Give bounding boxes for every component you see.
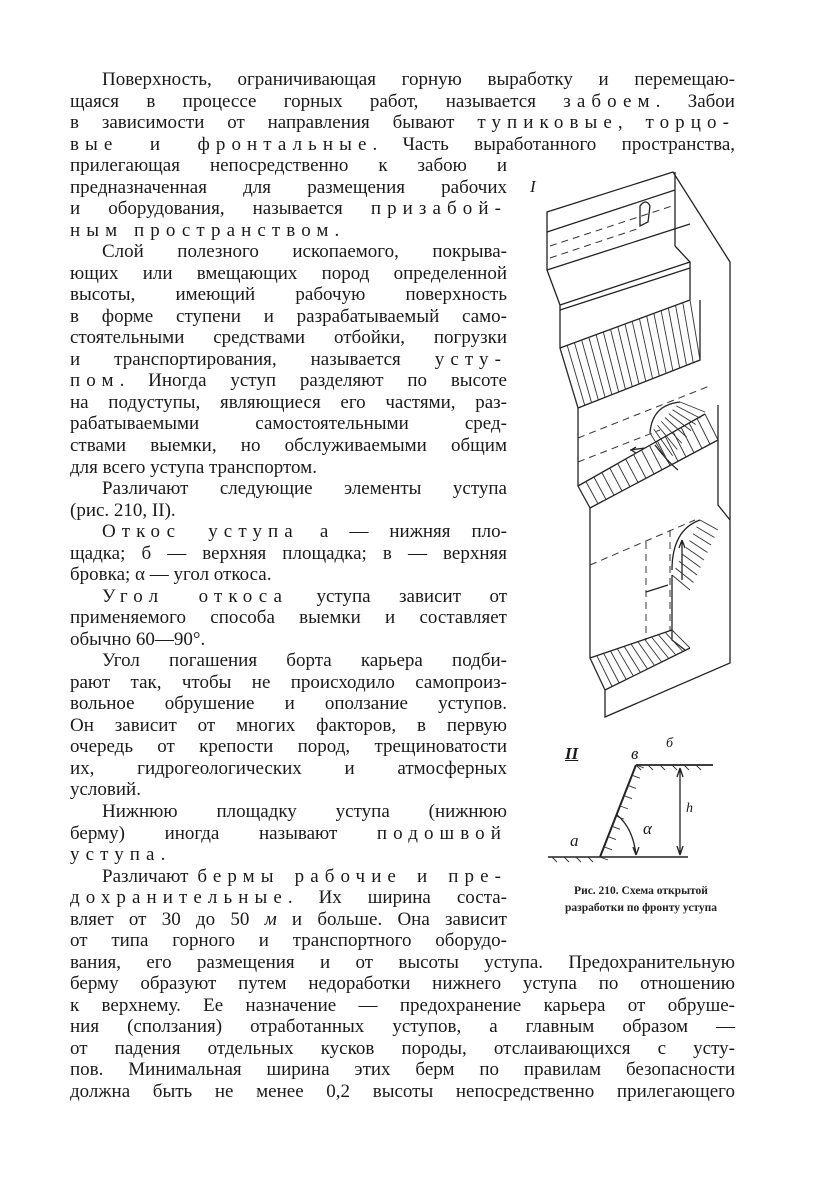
text-segment: рают так, чтобы не происходило самопроиз- (70, 671, 507, 693)
hatch-line (620, 806, 628, 809)
emphasized-term: бермы рабочие и пре- (197, 865, 508, 887)
text-segment: Различают (102, 865, 198, 887)
emphasized-term: усту- (434, 348, 507, 370)
text-segment: Угол погашения борта карьера подби- (102, 650, 507, 672)
hatch-line (616, 816, 624, 819)
emphasized-term: призабой- (370, 198, 507, 220)
text-segment: должна быть не менее 0,2 высоты непосредственно прилегающего (70, 1080, 735, 1102)
label-alpha: α (643, 819, 652, 838)
hatch-line (612, 826, 620, 829)
emphasized-term: дохранительные (70, 887, 288, 909)
text-segment: от типа горного и транспортного оборудо- (70, 930, 507, 952)
text-segment: а — нижняя пло- (298, 521, 507, 543)
text-segment: обычно 60—90°. (70, 628, 206, 650)
emphasized-term: Угол откоса (102, 585, 289, 607)
text-segment: вляет от 30 до 50 (70, 908, 265, 930)
height-arrow (677, 768, 683, 855)
text-segment: вания, его размещения и от высоты уступа. Предохранительную (70, 951, 735, 973)
emphasized-term: подошвой (376, 822, 507, 844)
hatch-line (624, 796, 632, 799)
figure-label-1: I (530, 177, 536, 196)
hatch-line (628, 785, 636, 788)
emphasized-term: забоем (563, 90, 656, 112)
text-segment: их, гидрогеологических и атмосферных (70, 757, 507, 779)
text-segment: для всего уступа транспортом. (70, 456, 317, 478)
text-segment: и транспортирования, называется (70, 348, 435, 370)
text-segment: предназначенная для размещения рабочих (70, 176, 507, 198)
text-segment: и больше. Она зависит (276, 908, 507, 930)
text-segment: очередь от крепости пород, трещиноватости (70, 736, 507, 758)
text-segment: . (160, 844, 166, 866)
text-segment: м (264, 908, 277, 930)
caption-line-1: Рис. 210. Схема открытой (574, 885, 708, 897)
text-segment: высоты, имеющий рабочую поверхность (70, 284, 507, 306)
text-segment: применяемого способа выемки и составляет (70, 607, 507, 629)
text-segment: Слой полезного ископаемого, покрыва- (102, 241, 507, 263)
text-segment: уступа зависит от (288, 585, 507, 607)
angle-arc (617, 815, 639, 855)
emphasized-term: торцо- (645, 112, 735, 134)
text-segment: от падения отдельных кусков породы, отслаивающихся с усту- (70, 1037, 735, 1059)
text-segment: к верхнему. Ее назначение — предохранение карьера от обруше- (70, 994, 735, 1016)
text-segment: прилегающая непосредственно к забою и (70, 155, 507, 177)
text-segment: ния (сползания) отработанных уступов, а главным образом — (70, 1016, 735, 1038)
emphasized-term: пом (70, 370, 120, 392)
text-segment: условий. (70, 779, 141, 801)
text-segment: . Забои (655, 90, 735, 112)
text-segment: , (617, 112, 646, 134)
text-segment: берму образуют путем недоработки нижнего уступа по отношению (70, 973, 735, 995)
text-segment: щаяся в процессе горных работ, называется (70, 90, 564, 112)
text-segment: щадка; б — верхняя площадка; в — верхняя (70, 542, 507, 564)
text-segment: . Часть выработанного пространства, (372, 133, 735, 155)
caption-line-2: разработки по фронту уступа (564, 902, 718, 914)
text-segment: вольное обрушение и оползание уступов. (70, 693, 507, 715)
emphasized-term: тупиковые (477, 112, 618, 134)
text-segment: ющих или вмещающих пород определенной (70, 262, 507, 284)
emphasized-term: Откос уступа (102, 521, 299, 543)
text-segment: Поверхность, ограничивающая горную выработку и перемещаю- (102, 69, 735, 90)
emphasized-term: уступа (70, 844, 161, 866)
text-segment: стоятельными средствами отбойки, погрузки (70, 327, 507, 349)
text-segment: . (334, 219, 340, 241)
label-v: в (631, 744, 639, 763)
text-segment: Он зависит от многих факторов, в первую (70, 714, 507, 736)
text-segment: и оборудования, называется (70, 198, 371, 220)
text-segment: берму) иногда называют (70, 822, 377, 844)
hatch-line (608, 837, 616, 840)
text-segment: в зависимости от направления бывают (70, 112, 478, 134)
label-h: h (686, 801, 693, 816)
text-segment: . Иногда уступ разделяют по высоте (119, 370, 507, 392)
figure-label-2: II (565, 744, 579, 763)
figure-caption (548, 883, 734, 917)
text-segment: ствами выемки, но обслуживаемыми общим (70, 435, 507, 456)
text-segment: пов. Минимальная ширина этих берм по правилам безопасности (70, 1059, 735, 1081)
text-segment: рабатываемыми самостоятельными сред- (70, 413, 507, 435)
text-segment: на подуступы, являющиеся его частями, раз- (70, 391, 507, 413)
text-segment: Нижнюю площадку уступа (нижнюю (102, 801, 507, 823)
emphasized-term: вые и фронтальные (70, 133, 373, 155)
text-segment: бровка; α — угол откоса. (70, 564, 272, 586)
text-segment: в форме ступени и разрабатываемый само- (70, 305, 507, 327)
bench-slope-line (600, 765, 636, 857)
label-b: б (666, 736, 674, 751)
text-segment: . Их ширина соста- (287, 887, 507, 909)
emphasized-term: ным пространством (70, 219, 335, 241)
text-segment: Различают следующие элементы уступа (102, 478, 507, 500)
label-a: a (570, 831, 579, 850)
text-segment: (рис. 210, II). (70, 499, 176, 521)
hatch-line (632, 775, 640, 778)
hatch-line (604, 847, 612, 850)
